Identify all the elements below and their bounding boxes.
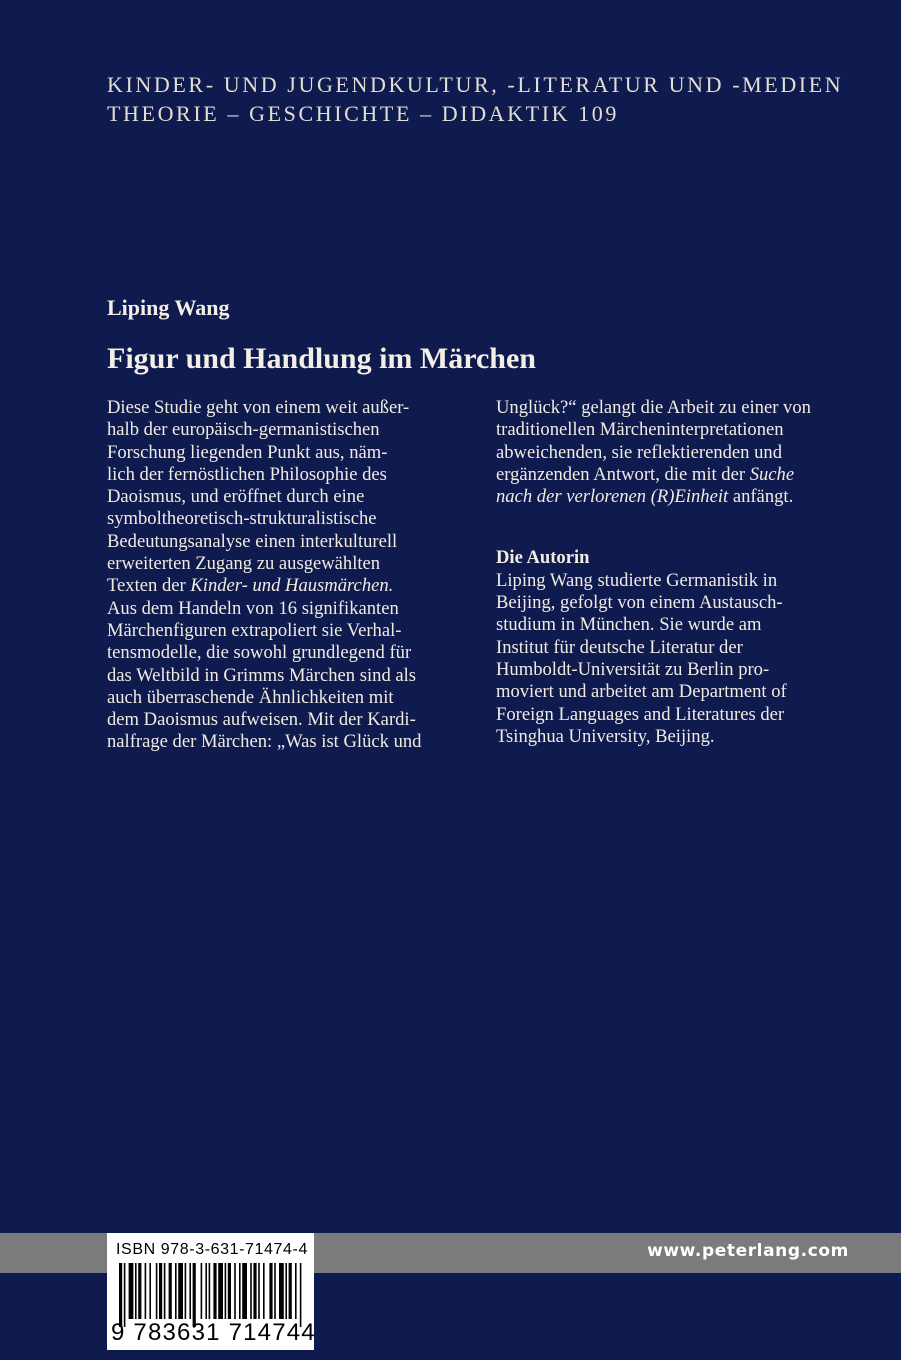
- desc-line-with-italic: [496, 464, 846, 486]
- desc-text: ergänzenden Antwort, die mit der: [496, 463, 750, 485]
- barcode-icon: [115, 1263, 307, 1327]
- publisher-url: www.peterlang.com: [647, 1241, 849, 1261]
- series-line-1: KINDER- UND JUGENDKULTUR, -LITERATUR UND -MEDIEN: [107, 72, 844, 97]
- desc-line-with-italic: [496, 486, 846, 508]
- work-title-italic: Kinder- und Hausmärchen.: [190, 575, 394, 597]
- barcode-digits: 9 783631 714744: [111, 1319, 316, 1346]
- book-title: Figur und Handlung im Märchen: [107, 342, 536, 375]
- desc-line: symboltheoretisch-strukturalistische: [107, 508, 377, 530]
- series-line-2: THEORIE – GESCHICHTE – DIDAKTIK 109: [107, 101, 620, 126]
- author-name: Liping Wang: [107, 295, 230, 320]
- desc-line: Diese Studie geht von einem weit außer-: [107, 397, 410, 418]
- desc-text: anfängt.: [728, 486, 794, 508]
- desc-line: abweichenden, sie reflektierenden und: [496, 441, 783, 463]
- bio-line: studium in München. Sie wurde am: [496, 614, 762, 636]
- desc-line: Aus dem Handeln von 16 signifikanten: [107, 597, 399, 619]
- desc-line: traditionellen Märcheninterpretationen: [496, 419, 784, 441]
- bio-line: Liping Wang studierte Germanistik in: [496, 569, 778, 591]
- bio-line: Humboldt-Universität zu Berlin pro-: [496, 658, 770, 680]
- desc-line: dem Daoismus aufweisen. Mit der Kardi-: [107, 709, 416, 731]
- paragraph-gap: [496, 508, 846, 547]
- desc-line: Bedeutungsanalyse einen interkulturell: [107, 530, 398, 552]
- description-right-column: [496, 397, 846, 748]
- desc-text: Texten der: [107, 575, 191, 597]
- desc-line: Märchenfiguren extrapoliert sie Verhal-: [107, 619, 402, 641]
- desc-line: Daoismus, und eröffnet durch eine: [107, 486, 365, 508]
- desc-line: erweiterten Zugang zu ausgewählten: [107, 553, 381, 575]
- desc-line: nalfrage der Märchen: „Was ist Glück und: [107, 731, 422, 753]
- bio-line: Foreign Languages and Literatures der: [496, 703, 785, 725]
- bio-line: Institut für deutsche Literatur der: [496, 636, 743, 658]
- desc-line-with-italic: [107, 575, 457, 597]
- desc-line: auch überraschende Ähnlichkeiten mit: [107, 686, 394, 708]
- italic-einheit: nach der verlorenen (R)Einheit: [496, 486, 729, 508]
- isbn-label: ISBN 978-3-631-71474-4: [116, 1241, 308, 1258]
- bio-line: Beijing, gefolgt von einem Austausch-: [496, 592, 783, 614]
- series-title: [107, 70, 887, 128]
- desc-line: tensmodelle, die sowohl grundlegend für: [107, 642, 412, 664]
- description-left-column: [107, 397, 457, 754]
- bio-line: moviert und arbeitet am Department of: [496, 681, 787, 703]
- italic-suche: Suche: [749, 463, 795, 485]
- bio-line: Tsinghua University, Beijing.: [496, 725, 715, 747]
- desc-line: Unglück?“ gelangt die Arbeit zu einer von: [496, 397, 811, 418]
- desc-line: das Weltbild in Grimms Märchen sind als: [107, 664, 417, 686]
- barcode-panel: [107, 1233, 314, 1350]
- desc-line: Forschung liegenden Punkt aus, näm-: [107, 441, 388, 463]
- desc-line: lich der fernöstlichen Philosophie des: [107, 463, 387, 485]
- desc-line: halb der europäisch-germanistischen: [107, 419, 380, 441]
- bio-heading: Die Autorin: [496, 547, 590, 569]
